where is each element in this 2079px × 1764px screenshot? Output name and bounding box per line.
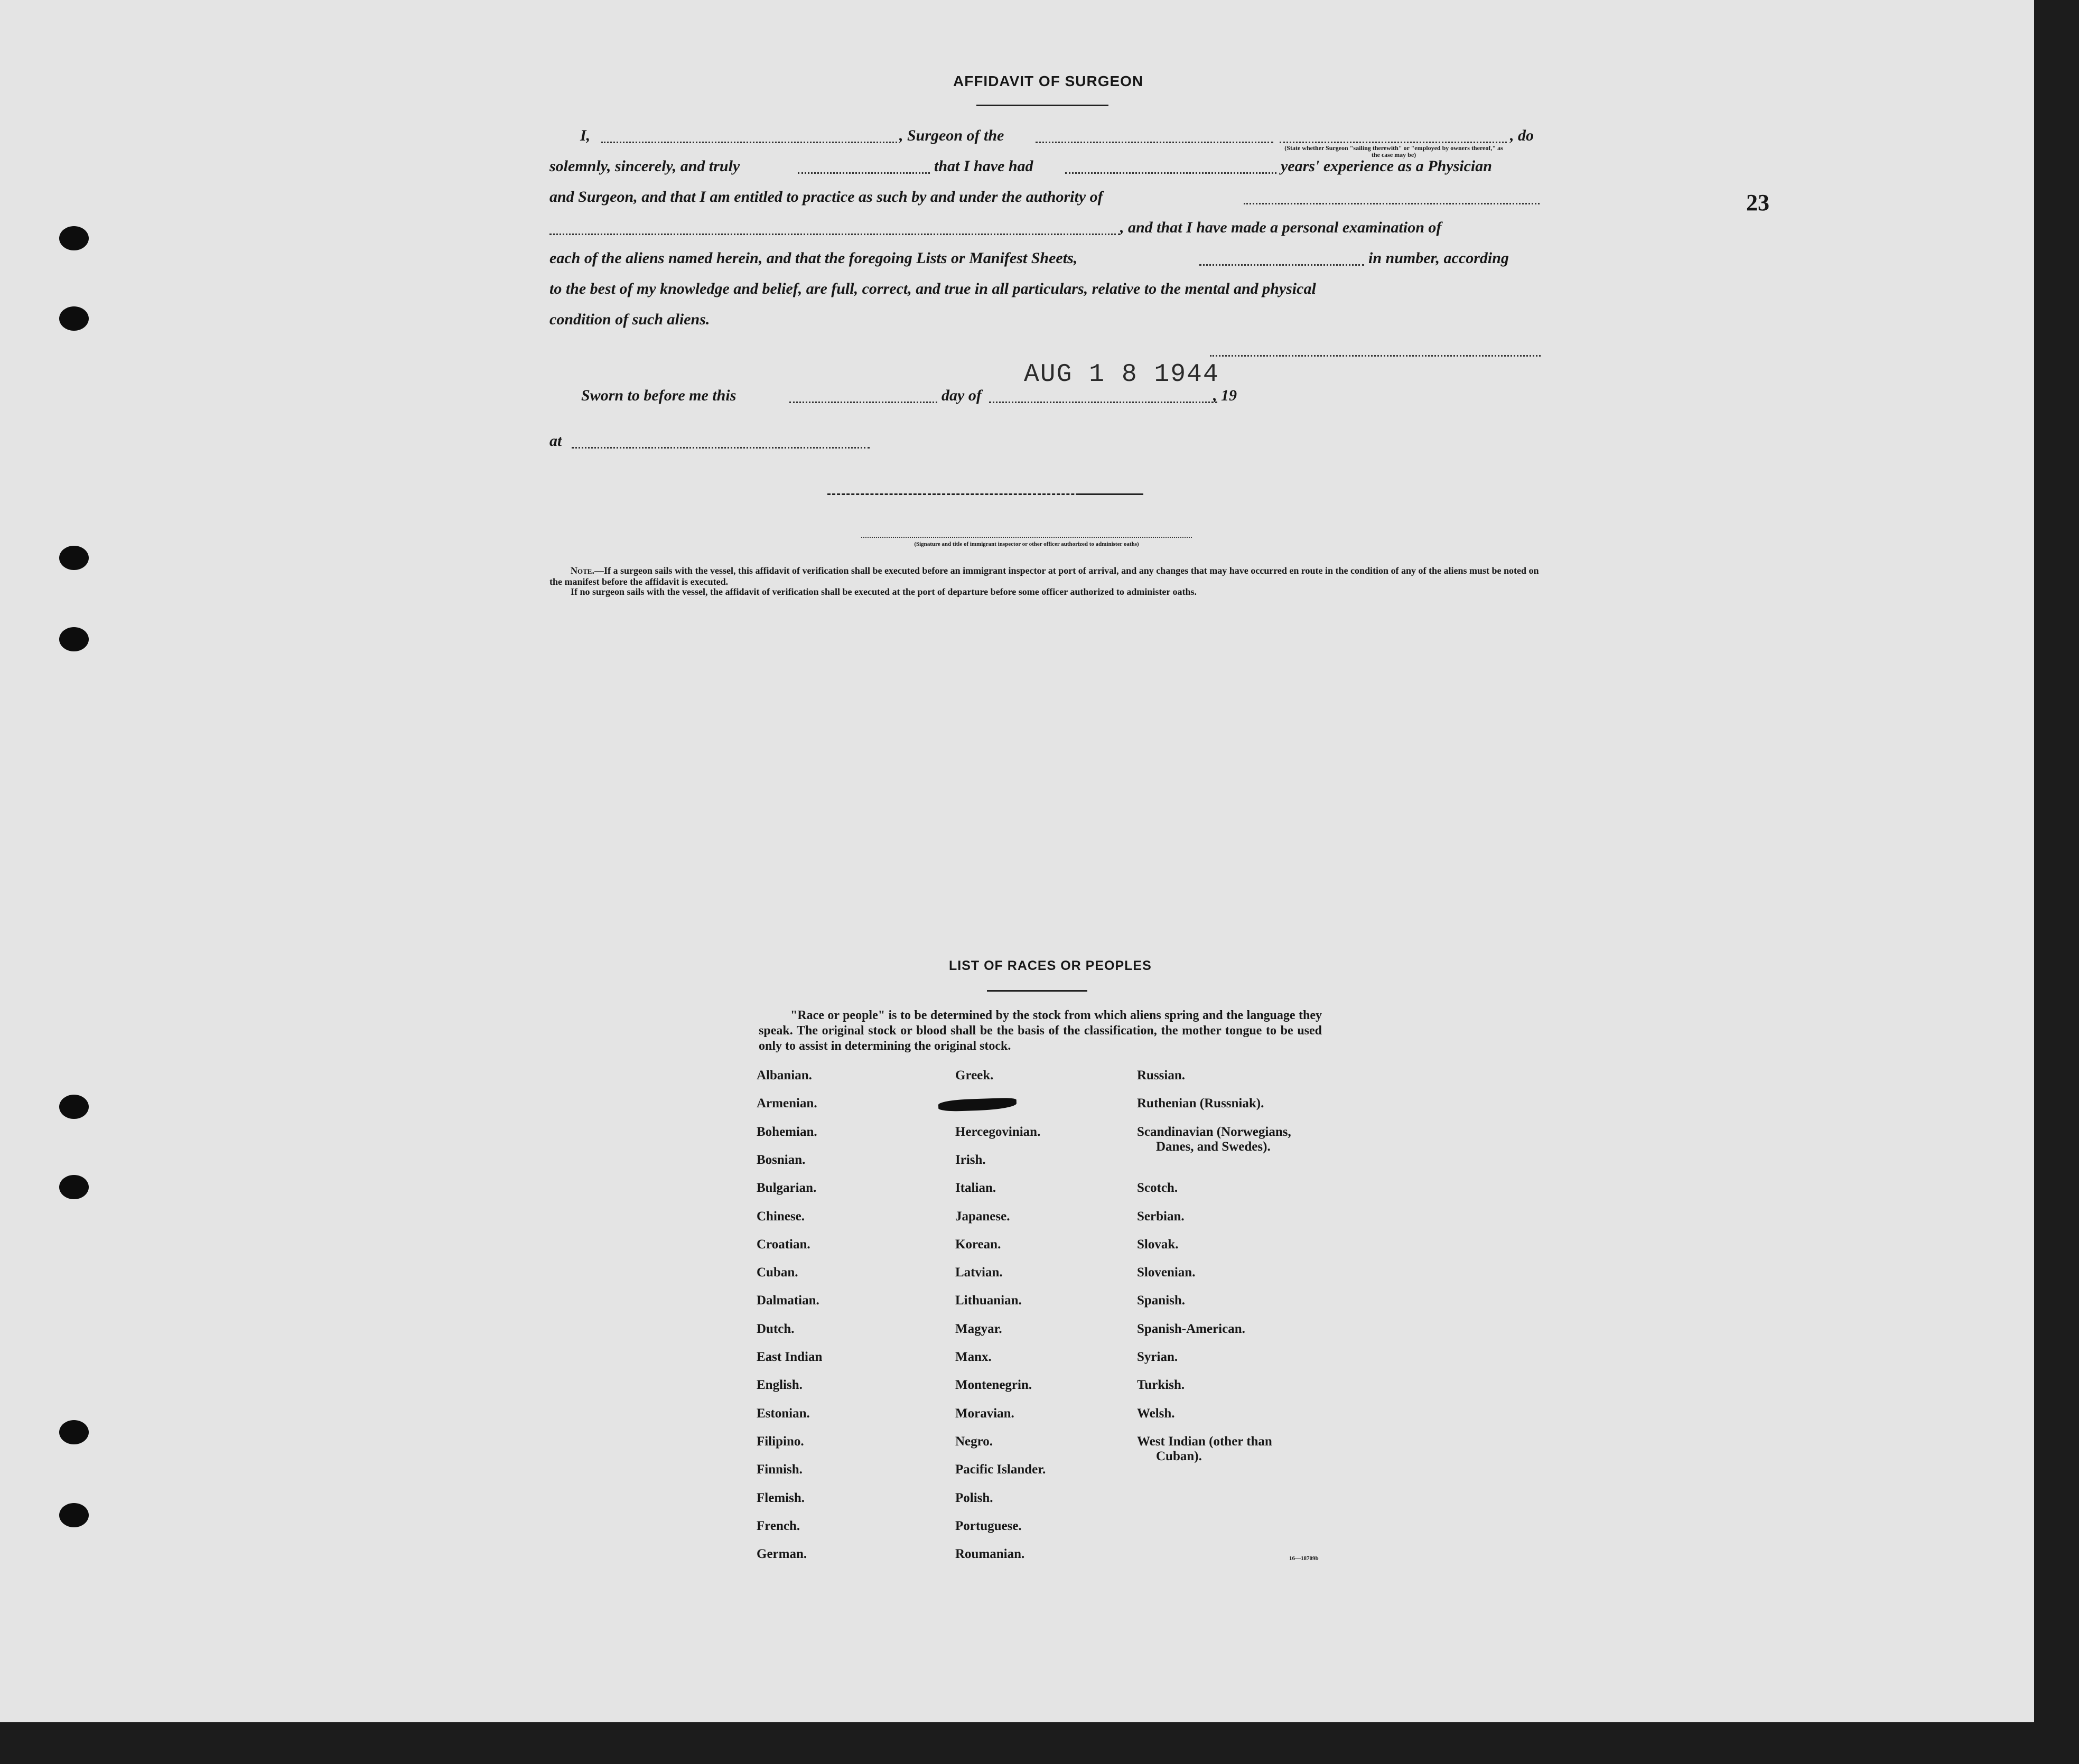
oath-field[interactable] (798, 172, 930, 174)
line2-c: years' experience as a Physician (1281, 157, 1492, 175)
race-item: Negro. (955, 1434, 993, 1449)
race-item: Irish. (955, 1152, 986, 1167)
race-item: Slovenian. (1137, 1265, 1196, 1280)
sworn-a: Sworn to before me this (581, 387, 736, 404)
line1-i: I, (580, 127, 591, 144)
race-item: West Indian (other than (1137, 1434, 1272, 1449)
race-item: Scotch. (1137, 1181, 1178, 1196)
place-field[interactable] (572, 447, 870, 449)
race-item: French. (757, 1518, 800, 1533)
race-item: Estonian. (757, 1406, 810, 1421)
race-item: Bulgarian. (757, 1181, 817, 1196)
race-item: Latvian. (955, 1265, 1003, 1280)
note-1 (549, 565, 1540, 587)
race-item: Korean. (955, 1237, 1001, 1252)
line4: , and that I have made a personal examination of (1120, 219, 1442, 236)
punch-hole (59, 627, 89, 651)
authority-field[interactable] (1244, 203, 1540, 204)
race-item: Turkish. (1137, 1378, 1185, 1393)
line6: to the best of my knowledge and belief, are full, correct, and true in all particulars, relative to the mental and physical (549, 280, 1316, 297)
at-label: at (549, 432, 562, 450)
race-item: Croatian. (757, 1237, 810, 1252)
races-title: LIST OF RACES OR PEOPLES (949, 958, 1152, 973)
race-item: Japanese. (955, 1209, 1010, 1224)
sworn-day-field[interactable] (789, 402, 937, 403)
sheets-count-field[interactable] (1199, 264, 1364, 266)
race-item: Cuban). (1156, 1449, 1202, 1463)
authority-field-cont[interactable] (549, 234, 1120, 235)
date-stamp: AUG 1 8 1944 (1024, 360, 1219, 389)
race-item: Ruthenian (Russniak). (1137, 1096, 1264, 1111)
title-underline (976, 105, 1108, 106)
race-item: Chinese. (757, 1209, 805, 1224)
line1-do: , do (1510, 127, 1534, 144)
race-item: East Indian (757, 1350, 823, 1364)
signature-caption: (Signature and title of immigrant inspector or other officer authorized to administer oaths) (914, 541, 1139, 547)
race-item: Dutch. (757, 1321, 795, 1336)
race-item: Spanish. (1137, 1293, 1186, 1308)
race-item: Greek. (955, 1068, 994, 1082)
race-item: Lithuanian. (955, 1293, 1022, 1308)
race-item: Hercegovinian. (955, 1124, 1041, 1139)
race-item: Filipino. (757, 1434, 804, 1449)
form-code: 16—18709b (1289, 1555, 1319, 1562)
years-field[interactable] (1065, 172, 1276, 174)
race-item: Magyar. (955, 1321, 1002, 1336)
punch-hole (59, 1175, 89, 1199)
race-item: Bosnian. (757, 1152, 806, 1167)
race-item: Danes, and Swedes). (1156, 1139, 1271, 1154)
note-2: If no surgeon sails with the vessel, the affidavit of verification shall be executed at the port of departure before some officer authorized to administer oaths. (571, 586, 1197, 597)
race-item: Syrian. (1137, 1350, 1178, 1364)
surgeon-status-field[interactable] (1280, 142, 1507, 143)
line7: condition of such aliens. (549, 311, 710, 328)
race-item: Montenegrin. (955, 1378, 1032, 1393)
redaction-mark (938, 1097, 1017, 1112)
races-title-underline (987, 990, 1087, 992)
race-item: Serbian. (1137, 1209, 1185, 1224)
sworn-month-field[interactable] (989, 402, 1217, 403)
note-label: Note. (571, 565, 594, 576)
punch-hole (59, 226, 89, 250)
race-item: English. (757, 1378, 803, 1393)
race-item: Welsh. (1137, 1406, 1175, 1421)
line5-b: in number, according (1368, 249, 1509, 267)
sworn-b: day of (941, 387, 982, 404)
race-item: Armenian. (757, 1096, 817, 1111)
race-item: Cuban. (757, 1265, 798, 1280)
race-item: Bohemian. (757, 1124, 817, 1139)
race-item: Portuguese. (955, 1518, 1022, 1533)
race-item: Spanish-American. (1137, 1321, 1245, 1336)
race-item: Albanian. (757, 1068, 812, 1082)
race-item: Moravian. (955, 1406, 1014, 1421)
race-item: Scandinavian (Norwegians, (1137, 1124, 1291, 1139)
race-item: German. (757, 1547, 807, 1562)
signature-caption-line (861, 537, 1192, 538)
race-item: Flemish. (757, 1490, 805, 1505)
punch-hole (59, 306, 89, 331)
race-item: Italian. (955, 1181, 996, 1196)
race-item: Manx. (955, 1350, 992, 1364)
surgeon-name-field[interactable] (601, 142, 897, 143)
line1-surgeon-of: , Surgeon of the (899, 127, 1004, 144)
race-item: Roumanian. (955, 1547, 1025, 1562)
race-item: Finnish. (757, 1462, 803, 1477)
line3: and Surgeon, and that I am entitled to practice as such by and under the authority of (549, 188, 1103, 206)
signature-mark (1078, 493, 1143, 495)
race-item: Polish. (955, 1490, 993, 1505)
punch-hole (59, 1503, 89, 1527)
line5-a: each of the aliens named herein, and that the foregoing Lists or Manifest Sheets, (549, 249, 1078, 267)
punch-hole (59, 1420, 89, 1444)
sworn-c: , 19 (1213, 387, 1237, 404)
surgeon-status-note: (State whether Surgeon "sailing therewith" or "employed by owners thereof," as the case may be) (1284, 144, 1503, 158)
show-through-text (95, 79, 1680, 124)
surgeon-signature-field[interactable] (1210, 355, 1541, 357)
page-number: 23 (1746, 190, 1769, 216)
line2-a: solemnly, sincerely, and truly (549, 157, 740, 175)
vessel-field[interactable] (1036, 142, 1273, 143)
race-item: Slovak. (1137, 1237, 1179, 1252)
note-1-text: —If a surgeon sails with the vessel, this affidavit of verification shall be executed before an immigrant inspector at port of arrival, and any changes that may have occurred en route in the condition of any of the aliens must be noted on the manifest before the affidavit is executed. (549, 565, 1539, 587)
line2-b: that I have had (934, 157, 1033, 175)
race-item: Pacific Islander. (955, 1462, 1046, 1477)
punch-hole (59, 546, 89, 570)
race-item: Dalmatian. (757, 1293, 819, 1308)
punch-hole (59, 1095, 89, 1119)
races-intro: "Race or people" is to be determined by the stock from which aliens spring and the language they speak. The original stock or blood shall be the basis of the classification, the mother tongue to be used only to assist in determining the original stock. (759, 1009, 1322, 1053)
affidavit-title: AFFIDAVIT OF SURGEON (953, 73, 1144, 89)
race-item: Russian. (1137, 1068, 1186, 1082)
